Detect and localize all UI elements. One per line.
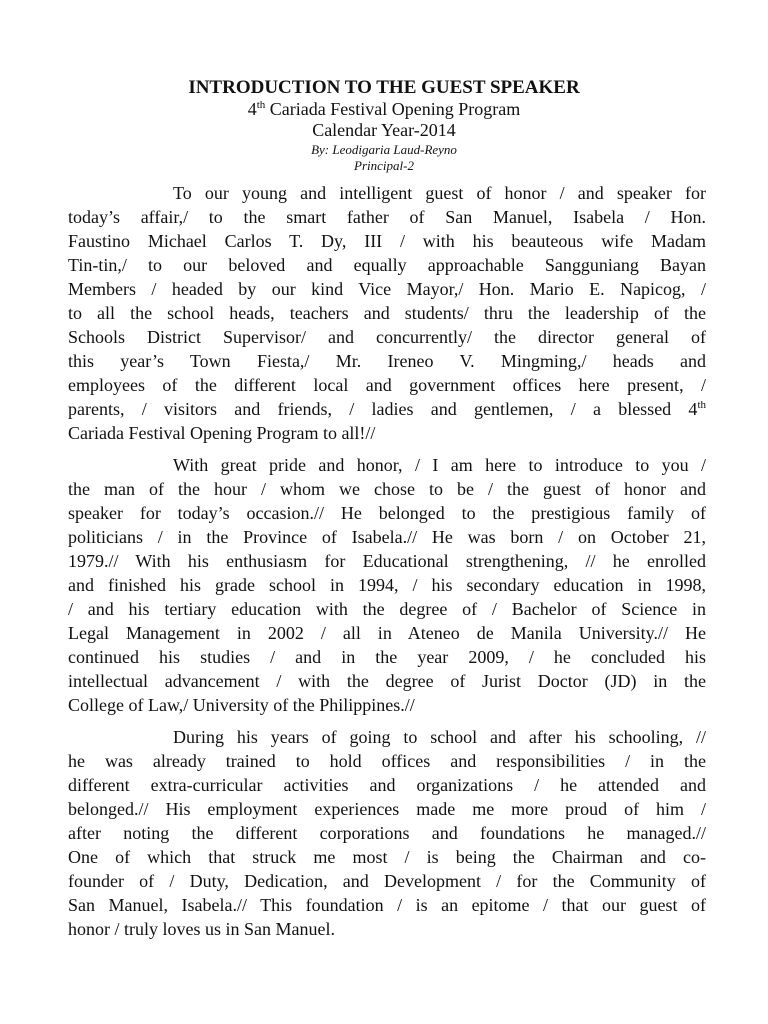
line-text: Faustino Michael Carlos T. Dy, III / with his beauteous wife Madam (68, 231, 706, 251)
line-text: College of Law,/ University of the Philippines.// (68, 695, 415, 715)
line-text: San Manuel, Isabela.// This foundation / is an epitome / that our guest of (68, 895, 706, 915)
line-text: today’s affair,/ to the smart father of San Manuel, Isabela / Hon. (68, 207, 706, 227)
line-text: honor / truly loves us in San Manuel. (68, 919, 335, 939)
text-line (68, 573, 706, 597)
paragraph-2 (68, 453, 706, 717)
line-text: During his years of going to school and after his schooling, // (173, 727, 706, 747)
document-title: INTRODUCTION TO THE GUEST SPEAKER (188, 77, 580, 98)
line-text: speaker for today’s occasion.// He belonged to the prestigious family of (68, 503, 706, 523)
subtitle-superscript: th (256, 99, 266, 111)
text-line (68, 645, 706, 669)
text-line (68, 501, 706, 525)
text-line (68, 477, 706, 501)
line-text: Legal Management in 2002 / all in Ateneo de Manila University.// He (68, 623, 706, 643)
line-text: One of which that struck me most / is being the Chairman and co- (68, 847, 706, 867)
text-line (68, 525, 706, 549)
line-text: Tin-tin,/ to our beloved and equally approachable Sangguniang Bayan (68, 255, 706, 275)
line-text: Cariada Festival Opening Program to all!// (68, 423, 376, 443)
text-line (68, 181, 706, 205)
line-text: founder of / Duty, Dedication, and Development / for the Community of (68, 871, 706, 891)
text-line (68, 301, 706, 325)
text-line (68, 749, 706, 773)
line-text: to all the school heads, teachers and students/ thru the leadership of the (68, 303, 706, 323)
text-line (68, 453, 706, 477)
text-line (68, 869, 706, 893)
line-text: / and his tertiary education with the degree of / Bachelor of Science in (68, 599, 706, 619)
text-line (68, 821, 706, 845)
line-text: different extra-curricular activities and organizations / he attended and (68, 775, 706, 795)
paragraph-3 (68, 725, 706, 941)
text-line (68, 205, 706, 229)
text-line (68, 421, 706, 445)
text-line (68, 277, 706, 301)
text-line (68, 773, 706, 797)
line-text: and finished his grade school in 1994, / his secondary education in 1998, (68, 575, 706, 595)
text-line (68, 373, 706, 397)
line-text: intellectual advancement / with the degree of Jurist Doctor (JD) in the (68, 671, 706, 691)
author-position: Principal-2 (354, 158, 414, 173)
text-line (68, 725, 706, 749)
subtitle-text: Cariada Festival Opening Program (265, 99, 521, 119)
text-line (68, 325, 706, 349)
text-line (68, 229, 706, 253)
line-text: parents, / visitors and friends, / ladies and gentlemen, / a blessed 4 (68, 399, 698, 419)
line-text: To our young and intelligent guest of honor / and speaker for (173, 183, 706, 203)
line-text: Members / headed by our kind Vice Mayor,/ Hon. Mario E. Napicog, / (68, 279, 706, 299)
text-line (68, 397, 706, 421)
text-line (68, 549, 706, 573)
line-text: he was already trained to hold offices and responsibilities / in the (68, 751, 706, 771)
line-text: after noting the different corporations and foundations he managed.// (68, 823, 706, 843)
text-line (68, 621, 706, 645)
line-text: this year’s Town Fiesta,/ Mr. Ireneo V. Mingming,/ heads and (68, 351, 706, 371)
line-superscript: th (697, 399, 706, 411)
paragraph-1 (68, 181, 706, 445)
author-byline: By: Leodigaria Laud-Reyno (311, 142, 457, 157)
text-line (68, 797, 706, 821)
subtitle-number: 4 (247, 99, 257, 119)
text-line (68, 845, 706, 869)
line-text: continued his studies / and in the year 2009, / he concluded his (68, 647, 706, 667)
line-text: belonged.// His employment experiences made me more proud of him / (68, 799, 706, 819)
text-line (68, 693, 706, 717)
calendar-year: Calendar Year-2014 (312, 120, 456, 140)
line-text: Schools District Supervisor/ and concurrently/ the director general of (68, 327, 706, 347)
document-subtitle (0, 99, 768, 120)
text-line (68, 893, 706, 917)
text-line (68, 349, 706, 373)
text-line (68, 917, 706, 941)
line-text: 1979.// With his enthusiasm for Educational strengthening, // he enrolled (68, 551, 706, 571)
line-text: With great pride and honor, / I am here to introduce to you / (173, 455, 706, 475)
text-line (68, 669, 706, 693)
text-line (68, 253, 706, 277)
line-text: employees of the different local and government offices here present, / (68, 375, 706, 395)
text-line (68, 597, 706, 621)
line-text: politicians / in the Province of Isabela.// He was born / on October 21, (68, 527, 706, 547)
line-text: the man of the hour / whom we chose to be / the guest of honor and (68, 479, 706, 499)
